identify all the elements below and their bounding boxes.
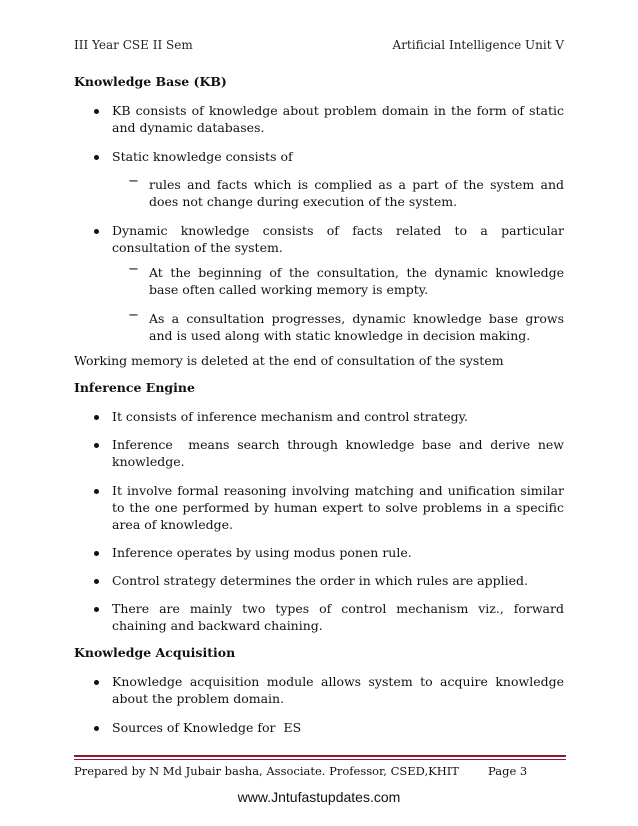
kb-bullet-3-sub-1: At the beginning of the consultation, the dynamic knowledge base often called working memory is empty. [149,265,564,297]
footer-url[interactable]: www.Jntufastupdates.com [237,789,401,805]
ka-bullet-2: Sources of Knowledge for ES [112,720,302,735]
bullet-icon [94,579,99,584]
ie-bullet-1: It consists of inference mechanism and control strategy. [112,409,468,424]
bullet-icon [94,680,99,685]
kb-heading: Knowledge Base (KB) [74,74,227,89]
footer-rule [74,759,566,760]
bullet-icon [94,443,99,448]
kb-bullet-2-sub-1: rules and facts which is complied as a part of the system and does not change during execution of the system. [149,177,564,209]
ie-bullet-5: Control strategy determines the order in which rules are applied. [112,573,528,588]
header-right: Artificial Intelligence Unit V [392,38,564,52]
ie-heading: Inference Engine [74,380,195,395]
dash-icon: − [128,174,139,189]
bullet-icon [94,551,99,556]
ie-bullet-6: There are mainly two types of control mechanism viz., forward chaining and backward chaining. [112,601,564,633]
bullet-icon [94,726,99,731]
header-left: III Year CSE II Sem [74,38,193,52]
bullet-icon [94,229,99,234]
ie-bullet-4: Inference operates by using modus ponen rule. [112,545,412,560]
page-number: Page 3 [488,764,528,778]
footer-author: Prepared by N Md Jubair basha, Associate. Professor, CSED,KHIT [74,764,459,778]
bullet-icon [94,415,99,420]
ka-heading: Knowledge Acquisition [74,645,236,660]
dash-icon: − [128,262,139,277]
ie-bullet-3: It involve formal reasoning involving matching and unification similar to the one performed by human expert to solve problems in a specific area of knowledge. [112,483,564,532]
kb-bullet-1: KB consists of knowledge about problem domain in the form of static and dynamic databases. [112,103,564,135]
ie-bullet-2: Inference means search through knowledge base and derive new knowledge. [112,437,568,469]
bullet-icon [94,155,99,160]
bullet-icon [94,607,99,612]
kb-note: Working memory is deleted at the end of consultation of the system [74,353,504,368]
dash-icon: − [128,308,139,323]
kb-bullet-2: Static knowledge consists of [112,149,293,164]
bullet-icon [94,109,99,114]
kb-bullet-3: Dynamic knowledge consists of facts related to a particular consultation of the system. [112,223,564,255]
ka-bullet-1: Knowledge acquisition module allows system to acquire knowledge about the problem domain. [112,674,564,706]
kb-bullet-3-sub-2: As a consultation progresses, dynamic knowledge base grows and is used along with static knowledge in decision making. [149,311,564,343]
footer-rule [74,755,566,757]
bullet-icon [94,489,99,494]
